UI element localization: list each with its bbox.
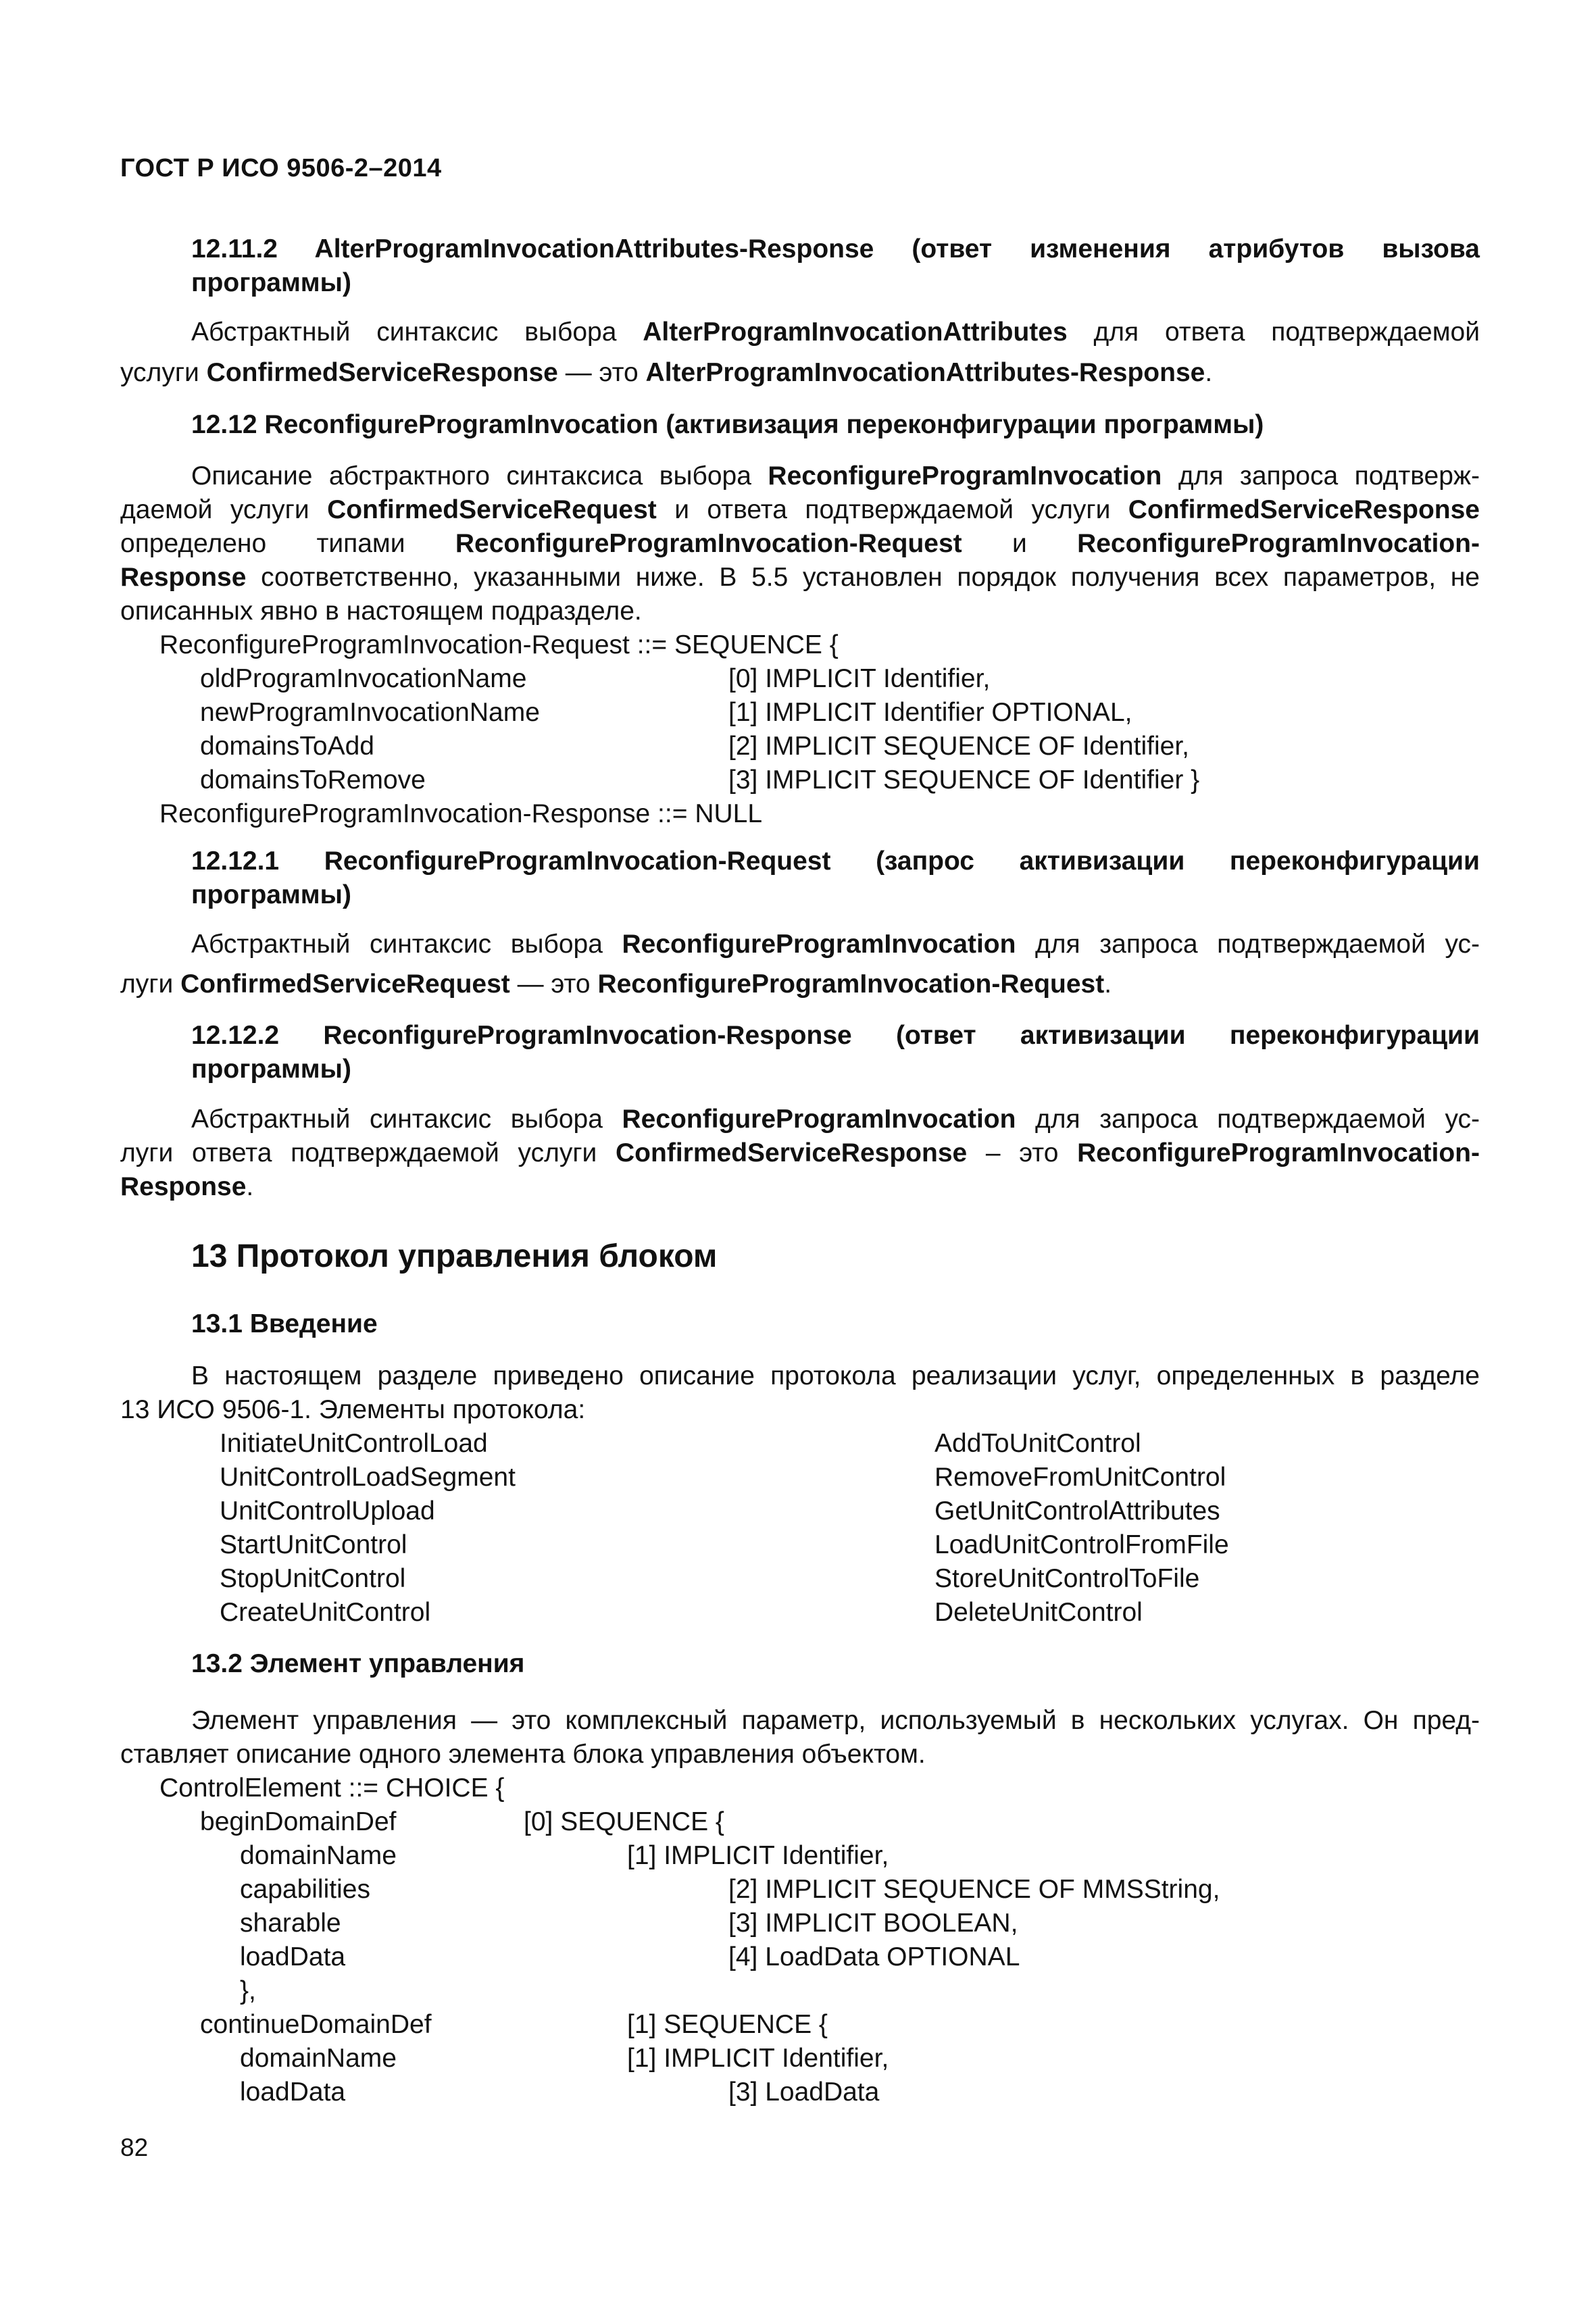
code-field-type: [1] SEQUENCE {: [627, 2010, 828, 2039]
protocol-element: StoreUnitControlToFile: [934, 1564, 1200, 1593]
code-field-name: continueDomainDef: [200, 2010, 432, 2039]
code-field-name: capabilities: [240, 1875, 370, 1904]
code-line: ControlElement ::= CHOICE {: [159, 1774, 505, 1803]
paragraph-line: Элемент управления — это комплексный параметр, используемый в нескольких услугах. Он пред-: [191, 1706, 1480, 1735]
code-field-type: [1] IMPLICIT Identifier OPTIONAL,: [728, 698, 1132, 727]
code-line: },: [240, 1976, 256, 2005]
code-field-name: domainsToRemove: [200, 765, 426, 795]
protocol-element: UnitControlLoadSegment: [220, 1463, 516, 1492]
heading-12-11-2: 12.11.2 AlterProgramInvocationAttributes-Response (ответ изменения атрибутов вызова: [191, 234, 1480, 263]
protocol-element: AddToUnitControl: [934, 1429, 1141, 1458]
paragraph-line: услуги ConfirmedServiceResponse — это AlterProgramInvocationAttributes-Response.: [120, 358, 1213, 387]
heading-12-12-1: 12.12.1 ReconfigureProgramInvocation-Request (запрос активизации переконфигурации: [191, 847, 1480, 876]
protocol-element: InitiateUnitControlLoad: [220, 1429, 488, 1458]
code-line: ReconfigureProgramInvocation-Response ::= NULL: [159, 799, 763, 828]
protocol-element: LoadUnitControlFromFile: [934, 1530, 1229, 1559]
heading-12-12: 12.12 ReconfigureProgramInvocation (активизация переконфигурации программы): [191, 410, 1264, 439]
document-header: ГОСТ Р ИСО 9506-2–2014: [120, 154, 442, 182]
paragraph-line: луги ответа подтверждаемой услуги ConfirmedServiceResponse – это ReconfigureProgramInvocation-: [120, 1138, 1480, 1167]
code-field-type: [2] IMPLICIT SEQUENCE OF MMSString,: [728, 1875, 1220, 1904]
heading-13-1: 13.1 Введение: [191, 1309, 378, 1338]
paragraph-line: Response соответственно, указанными ниже. В 5.5 установлен порядок получения всех параметров, не: [120, 563, 1480, 592]
paragraph-line: определено типами ReconfigureProgramInvocation-Request и ReconfigureProgramInvocation-: [120, 529, 1480, 558]
page-number: 82: [120, 2134, 149, 2161]
code-field-type: [0] SEQUENCE {: [524, 1807, 724, 1836]
paragraph-line: даемой услуги ConfirmedServiceRequest и ответа подтверждаемой услуги ConfirmedServiceResponse: [120, 495, 1480, 524]
heading-12-11-2-cont: программы): [191, 268, 351, 297]
code-field-name: loadData: [240, 1942, 346, 1971]
code-field-name: loadData: [240, 2078, 346, 2107]
paragraph-line: Абстрактный синтаксис выбора AlterProgramInvocationAttributes для ответа подтверждаемой: [191, 318, 1480, 347]
paragraph-line: описанных явно в настоящем подразделе.: [120, 597, 642, 626]
heading-13: 13 Протокол управления блоком: [191, 1238, 718, 1274]
code-field-type: [1] IMPLICIT Identifier,: [627, 2044, 889, 2073]
paragraph-line: 13 ИСО 9506-1. Элементы протокола:: [120, 1395, 586, 1424]
heading-12-12-1-cont: программы): [191, 880, 351, 909]
protocol-element: StopUnitControl: [220, 1564, 406, 1593]
paragraph-line: Абстрактный синтаксис выбора ReconfigureProgramInvocation для запроса подтверждаемой ус-: [191, 930, 1480, 959]
code-field-type: [3] IMPLICIT SEQUENCE OF Identifier }: [728, 765, 1200, 795]
protocol-element: GetUnitControlAttributes: [934, 1496, 1220, 1526]
heading-12-12-2-cont: программы): [191, 1055, 351, 1084]
code-field-type: [4] LoadData OPTIONAL: [728, 1942, 1020, 1971]
paragraph-line: луги ConfirmedServiceRequest — это ReconfigureProgramInvocation-Request.: [120, 970, 1112, 999]
heading-12-12-2: 12.12.2 ReconfigureProgramInvocation-Response (ответ активизации переконфигурации: [191, 1021, 1480, 1050]
protocol-element: RemoveFromUnitControl: [934, 1463, 1226, 1492]
code-field-name: sharable: [240, 1909, 341, 1938]
code-field-name: domainName: [240, 1841, 397, 1870]
code-field-type: [2] IMPLICIT SEQUENCE OF Identifier,: [728, 732, 1189, 761]
code-field-name: beginDomainDef: [200, 1807, 397, 1836]
protocol-element: DeleteUnitControl: [934, 1598, 1143, 1627]
paragraph-line: В настоящем разделе приведено описание протокола реализации услуг, определенных в разделе: [191, 1361, 1480, 1390]
heading-13-2: 13.2 Элемент управления: [191, 1649, 525, 1678]
code-field-name: domainsToAdd: [200, 732, 374, 761]
paragraph-line: Абстрактный синтаксис выбора ReconfigureProgramInvocation для запроса подтверждаемой ус-: [191, 1105, 1480, 1134]
code-field-name: oldProgramInvocationName: [200, 664, 527, 693]
code-field-name: newProgramInvocationName: [200, 698, 540, 727]
code-field-name: domainName: [240, 2044, 397, 2073]
protocol-element: UnitControlUpload: [220, 1496, 435, 1526]
code-field-type: [0] IMPLICIT Identifier,: [728, 664, 991, 693]
protocol-element: CreateUnitControl: [220, 1598, 431, 1627]
paragraph-line: ставляет описание одного элемента блока управления объектом.: [120, 1740, 926, 1769]
code-line: ReconfigureProgramInvocation-Request ::= SEQUENCE {: [159, 630, 839, 659]
code-field-type: [3] LoadData: [728, 2078, 880, 2107]
code-field-type: [1] IMPLICIT Identifier,: [627, 1841, 889, 1870]
protocol-element: StartUnitControl: [220, 1530, 407, 1559]
code-field-type: [3] IMPLICIT BOOLEAN,: [728, 1909, 1018, 1938]
paragraph-line: Описание абстрактного синтаксиса выбора ReconfigureProgramInvocation для запроса подтверж-: [191, 461, 1480, 491]
paragraph-line: Response.: [120, 1172, 254, 1201]
